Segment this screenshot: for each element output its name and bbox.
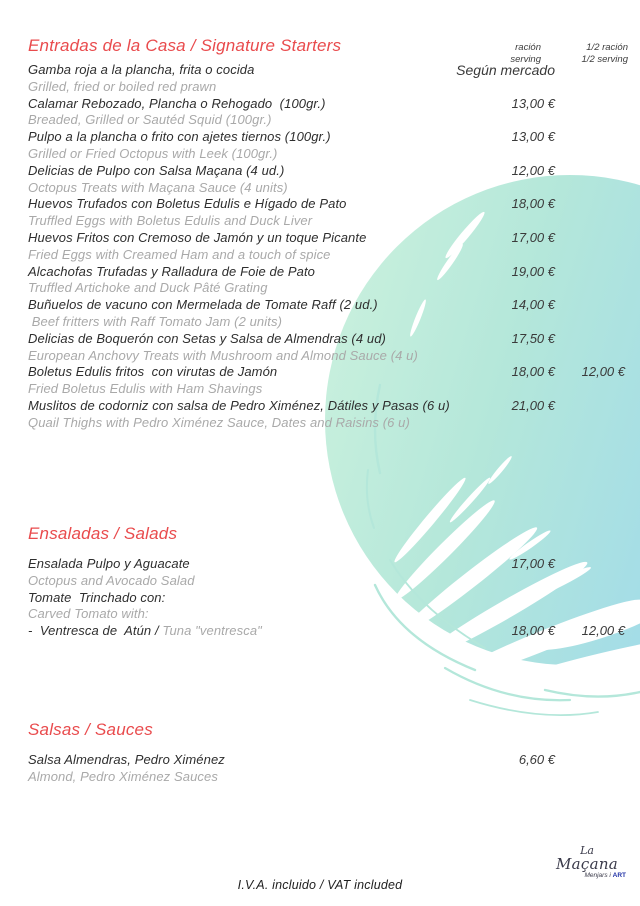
price-full: 14,00 € (511, 297, 555, 313)
section-title: Salsas / Sauces (28, 720, 153, 739)
dish-name (28, 264, 455, 281)
dish-translation: Truffled Eggs with Boletus Edulis and Duck Liver (28, 213, 313, 229)
dish-text (28, 556, 455, 590)
dish-name-main: Delicias de Pulpo con Salsa Maçana (4 ud.) (28, 162, 285, 178)
dish-name-main: Muslitos de codorniz con salsa de Pedro Ximénez, Dátiles y Pasas (6 u) (28, 397, 450, 413)
menu-item (28, 62, 635, 96)
menu-item (28, 623, 635, 640)
menu-item (28, 590, 635, 624)
price-full: 17,00 € (511, 556, 555, 571)
column-header-half-racion: 1/2 ración (586, 42, 628, 53)
dish-name (28, 96, 455, 113)
column-header-full (450, 42, 555, 65)
dish-translation: Beef fritters with Raff Tomato Jam (2 units) (28, 313, 282, 329)
price-full: 13,00 € (511, 129, 555, 145)
menu-item (28, 163, 635, 197)
dish-name-main: Delicias de Boquerón con Setas y Salsa de Almendras (4 ud) (28, 330, 386, 346)
dish-name-main: Ensalada Pulpo y Aguacate (28, 556, 190, 571)
dish-name (28, 752, 455, 769)
column-header-half-serving: 1/2 serving (581, 53, 628, 65)
dish-name (28, 331, 455, 348)
dish-name (28, 62, 455, 79)
dish-name-main: - Ventresca de Atún / (28, 623, 163, 639)
dish-text (28, 331, 455, 365)
menu-section (28, 524, 635, 640)
price-full: 13,00 € (511, 95, 555, 111)
brand-logo (546, 845, 628, 880)
dish-name (28, 129, 455, 146)
column-header-racion: ración (515, 42, 541, 53)
dish-text (28, 129, 455, 163)
dish-name-main: Gamba roja a la plancha, frita o cocida (28, 62, 255, 77)
logo-word-la: La (580, 844, 594, 857)
dish-text (28, 398, 455, 432)
dish-text (28, 196, 455, 230)
dish-text (28, 264, 455, 298)
column-header-half (555, 42, 635, 65)
dish-translation: Breaded, Grilled or Sautéd Squid (100gr.) (28, 112, 272, 128)
dish-name-main: Salsa Almendras, Pedro Ximénez (28, 752, 225, 767)
menu-item (28, 230, 635, 264)
price-full: 6,60 € (518, 752, 555, 767)
dish-text (28, 364, 455, 398)
logo-tagline-text: Menjars i (584, 872, 611, 879)
dish-name-main: Alcachofas Trufadas y Ralladura de Foie de Pato (28, 263, 316, 279)
dish-name-translation: Tuna "ventresca" (162, 623, 262, 639)
dish-name (28, 163, 455, 180)
dish-text (28, 62, 455, 96)
menu-item (28, 297, 635, 331)
price-full: 17,00 € (511, 229, 555, 245)
dish-name-main: Buñuelos de vacuno con Mermelada de Tomate Raff (2 ud.) (28, 297, 378, 313)
menu-item (28, 364, 635, 398)
dish-name-main: Calamar Rebozado, Plancha o Rehogado (100gr.) (28, 95, 326, 111)
dish-translation: Truffled Artichoke and Duck Pâté Grating (28, 280, 268, 296)
price-full: 12,00 € (511, 162, 555, 178)
logo-tagline-art: ART (612, 872, 626, 879)
price-full: 18,00 € (511, 364, 555, 380)
section-title: Ensaladas / Salads (28, 524, 178, 543)
dish-name (28, 196, 455, 213)
dish-name (28, 230, 455, 247)
menu-section (28, 36, 635, 432)
dish-name-main: Pulpo a la plancha o frito con ajetes tiernos (100gr.) (28, 129, 331, 145)
dish-text (28, 230, 455, 264)
dish-text (28, 297, 455, 331)
dish-name (28, 364, 455, 381)
menu-item (28, 264, 635, 298)
price-full: 21,00 € (511, 397, 555, 413)
section-rows (28, 752, 635, 786)
dish-name (28, 398, 455, 415)
price-half: 12,00 € (581, 364, 625, 380)
price-full: 18,00 € (511, 623, 555, 639)
dish-name-main: Huevos Trufados con Boletus Edulis e Hígado de Pato (28, 196, 347, 212)
price-full: 18,00 € (511, 196, 555, 212)
price-half: 12,00 € (581, 623, 625, 639)
section-rows (28, 62, 635, 432)
dish-translation: Quail Thighs with Pedro Ximénez Sauce, Dates and Raisins (6 u) (28, 414, 410, 430)
vat-note: I.V.A. incluido / VAT included (237, 878, 403, 892)
menu-item (28, 331, 635, 365)
dish-text (28, 590, 455, 624)
menu-item (28, 752, 635, 786)
dish-text (28, 163, 455, 197)
menu-item (28, 196, 635, 230)
price-full: 19,00 € (511, 263, 555, 279)
dish-translation: Grilled or Fried Octopus with Leek (100gr.) (28, 145, 278, 161)
price-column-headers (450, 42, 635, 65)
dish-translation: Fried Eggs with Creamed Ham and a touch of spice (28, 246, 331, 262)
section-rows (28, 556, 635, 640)
dish-name (28, 297, 455, 314)
price-full: 17,50 € (511, 330, 555, 346)
menu-section (28, 720, 635, 786)
dish-translation: Almond, Pedro Ximénez Sauces (28, 768, 218, 784)
dish-name-main: Huevos Fritos con Cremoso de Jamón y un toque Picante (28, 229, 367, 245)
dish-translation: Grilled, fried or boiled red prawn (28, 78, 217, 94)
dish-name-main: Tomate Trinchado con: (28, 589, 166, 605)
dish-name-main: Boletus Edulis fritos con virutas de Jamón (28, 364, 278, 380)
logo-tagline (546, 872, 628, 880)
column-header-serving: serving (510, 53, 541, 65)
dish-translation: European Anchovy Treats with Mushroom and Almond Sauce (4 u) (28, 347, 418, 363)
dish-text (28, 96, 455, 130)
menu-item (28, 96, 635, 130)
dish-name (28, 556, 455, 573)
dish-translation: Carved Tomato with: (28, 606, 149, 622)
price-full: Según mercado (456, 62, 555, 78)
dish-text (28, 623, 455, 640)
dish-name (28, 590, 455, 607)
dish-translation: Octopus and Avocado Salad (28, 572, 195, 588)
dish-translation: Fried Boletus Edulis with Ham Shavings (28, 381, 263, 397)
menu-item (28, 129, 635, 163)
dish-text (28, 752, 455, 786)
menu-item (28, 556, 635, 590)
menu-item (28, 398, 635, 432)
section-title: Entradas de la Casa / Signature Starters (28, 36, 342, 55)
dish-name (28, 623, 455, 640)
dish-translation: Octopus Treats with Maçana Sauce (4 units) (28, 179, 288, 195)
logo-word-macana: Maçana (555, 855, 619, 873)
